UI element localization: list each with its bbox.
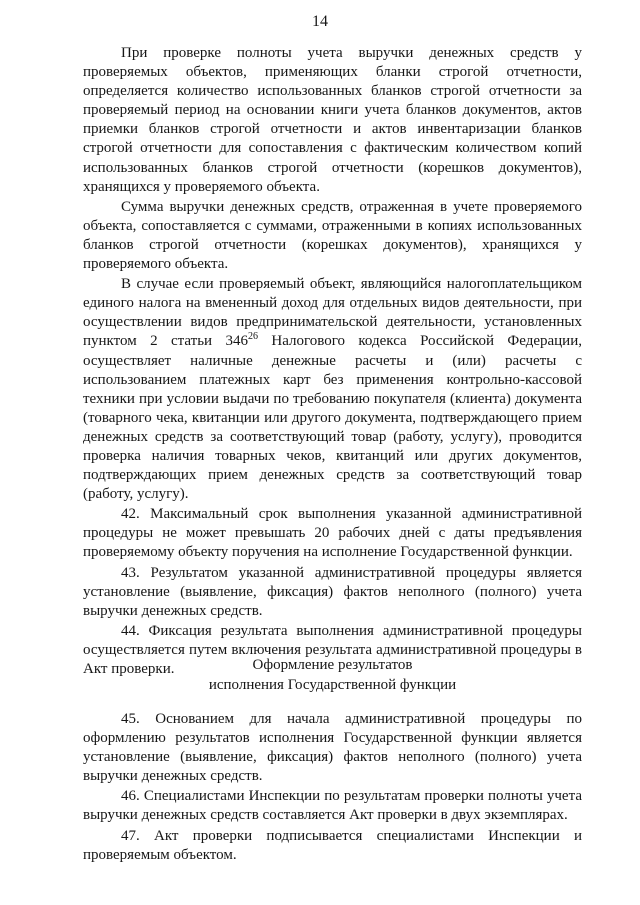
paragraph-46: 46. Специалистами Инспекции по результатам проверки полноты учета выручки денежных средств составляется Акт проверки в двух экземплярах. xyxy=(83,788,582,824)
body-text-bottom xyxy=(83,710,582,865)
paragraph-bso-count: При проверке полноты учета выручки денежных средств у проверяемых объектов, применяющих бланки строгой отчетности, определяется количество использованных бланков строгой отчетности за проверяемый период на основании книги учета бланков документов, актов приемки бланков строгой отчетности и актов инвентаризации бланков строгой отчетности для сопоставления с фактическим количеством копий использованных бланков строгой отчетности (корешков документов), хранящихся у проверяемого объекта. xyxy=(83,45,582,195)
section-heading xyxy=(83,655,582,695)
article-superscript: 26 xyxy=(247,331,258,343)
paragraph-44: 44. Фиксация результата выполнения административной процедуры осуществляется путем включения результата административной процедуры в Акт проверки. xyxy=(83,622,582,677)
paragraph-43: 43. Результатом указанной административной процедуры является установление (выявление, фиксация) фактов неполного (полного) учета выручки денежных средств. xyxy=(83,564,582,619)
paragraph-42: 42. Максимальный срок выполнения указанной административной процедуры не может превышать 20 рабочих дней с даты предъявления проверяемому объекту поручения на исполнение Государственной функции. xyxy=(83,506,582,561)
body-text-top xyxy=(83,44,582,679)
paragraph-47: 47. Акт проверки подписывается специалистами Инспекции и проверяемым объектом. xyxy=(83,827,582,863)
section-heading-line-1: Оформление результатов xyxy=(252,657,413,673)
paragraph-revenue-comparison: Сумма выручки денежных средств, отраженная в учете проверяемого объекта, сопоставляется с суммами, отраженными в копиях использованных бланков строгой отчетности (корешках документов), хранящихся у проверяемого объекта. xyxy=(83,198,582,273)
paragraph-envd-text-before: В случае если проверяемый объект, являющийся налогоплательщиком единого налога на вмененный доход для отдельных видов деятельности, при осуществлении видов предпринимательской деятельности, установленных пунктом 2 статьи 346 xyxy=(83,276,582,350)
section-heading-line-2: исполнения Государственной функции xyxy=(208,677,457,693)
paragraph-envd-check xyxy=(83,275,582,504)
page-number: 14 xyxy=(312,13,328,30)
paragraph-45: 45. Основанием для начала административной процедуры по оформлению результатов исполнения Государственной функции является установление (выявление, фиксация) фактов неполного (полного) учета выручки денежных средств. xyxy=(83,711,582,785)
paragraph-envd-text-after: Налогового кодекса Российской Федерации, осуществляет наличные денежные расчеты и (или) расчеты с использованием платежных карт без применения контрольно-кассовой техники при условии выдачи по требованию покупателя (клиента) документа (товарного чека, квитанции или другого документа, подтверждающего прием денежных средств за соответствующий товар (работу, услугу), проводится проверка наличия товарных чеков, квитанций или других документов, подтверждающих прием денежных средств за соответствующий товар (работу, услугу). xyxy=(83,333,582,503)
